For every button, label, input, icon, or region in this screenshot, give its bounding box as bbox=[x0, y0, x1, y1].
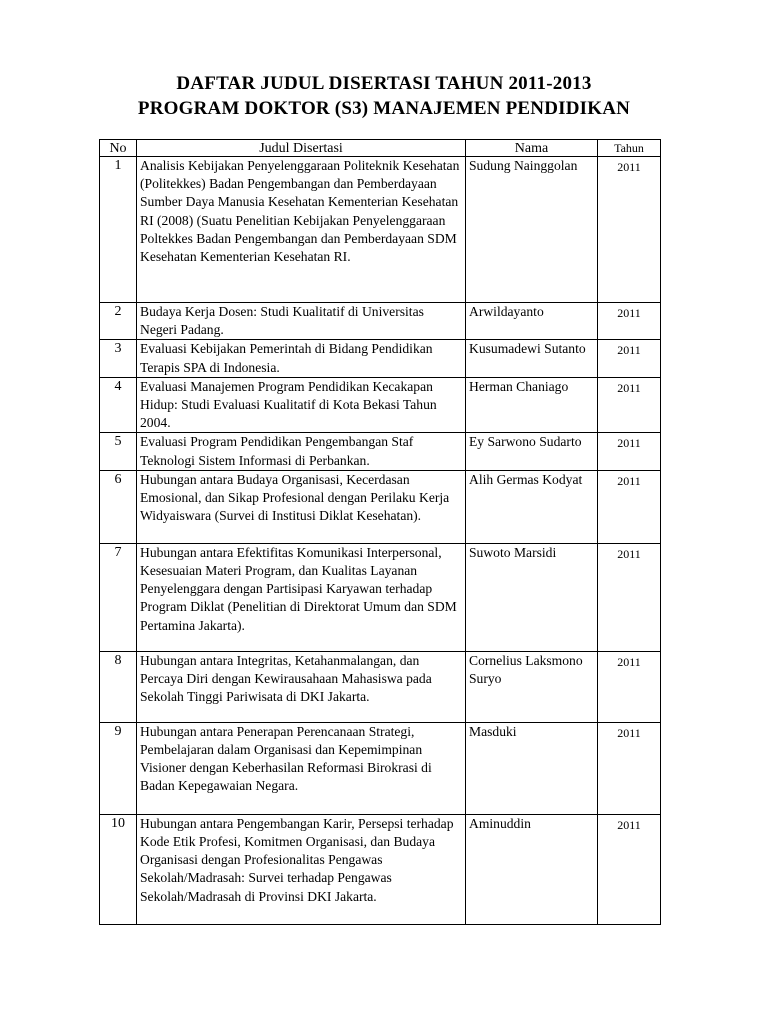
document-title-line-2: PROGRAM DOKTOR (S3) MANAJEMEN PENDIDIKAN bbox=[137, 98, 631, 119]
column-header-judul: Judul Disertasi bbox=[137, 140, 466, 157]
dissertation-title: Hubungan antara Efektifitas Komunikasi Interpersonal, Kesesuaian Materi Program, dan Kualitas Layanan Penyelenggara dengan Partisipasi Karyawan terhadap Program Diklat (Penelitian di Direktorat Umum dan SDM Pertamina Jakarta). bbox=[137, 543, 466, 651]
table-row bbox=[100, 470, 661, 543]
author-name: Suwoto Marsidi bbox=[466, 543, 598, 651]
document-title-line-1: DAFTAR JUDUL DISERTASI TAHUN 2011-2013 bbox=[176, 73, 592, 94]
table-row bbox=[100, 433, 661, 470]
year: 2011 bbox=[598, 814, 661, 924]
table-row bbox=[100, 651, 661, 722]
table-row bbox=[100, 722, 661, 814]
row-number: 2 bbox=[100, 303, 137, 340]
row-number: 7 bbox=[100, 543, 137, 651]
year: 2011 bbox=[598, 340, 661, 377]
author-name: Alih Germas Kodyat bbox=[466, 470, 598, 543]
year: 2011 bbox=[598, 433, 661, 470]
column-header-nama: Nama bbox=[466, 140, 598, 157]
dissertation-title: Hubungan antara Integritas, Ketahanmalangan, dan Percaya Diri dengan Kewirausahaan Mahasiswa pada Sekolah Tinggi Pariwisata di DKI Jakarta. bbox=[137, 651, 466, 722]
dissertation-title: Hubungan antara Budaya Organisasi, Kecerdasan Emosional, dan Sikap Profesional dengan Perilaku Kerja Widyaiswara (Survei di Institusi Diklat Kesehatan). bbox=[137, 470, 466, 543]
dissertation-title: Evaluasi Program Pendidikan Pengembangan Staf Teknologi Sistem Informasi di Perbankan. bbox=[137, 433, 466, 470]
author-name: Kusumadewi Sutanto bbox=[466, 340, 598, 377]
dissertation-title: Hubungan antara Pengembangan Karir, Persepsi terhadap Kode Etik Profesi, Komitmen Organisasi, dan Budaya Organisasi dengan Profesionalitas Pengawas Sekolah/Madrasah: Survei terhadap Pengawas Sekolah/Madrasah di Provinsi DKI Jakarta. bbox=[137, 814, 466, 924]
table-row bbox=[100, 814, 661, 924]
column-header-tahun: Tahun bbox=[598, 140, 661, 157]
dissertation-table bbox=[99, 139, 661, 925]
author-name: Masduki bbox=[466, 722, 598, 814]
row-number: 3 bbox=[100, 340, 137, 377]
table-row bbox=[100, 303, 661, 340]
dissertation-title: Hubungan antara Penerapan Perencanaan Strategi, Pembelajaran dalam Organisasi dan Kepemimpinan Visioner dengan Keberhasilan Reformasi Birokrasi di Badan Kepegawaian Negara. bbox=[137, 722, 466, 814]
row-number: 9 bbox=[100, 722, 137, 814]
author-name: Sudung Nainggolan bbox=[466, 157, 598, 303]
table-row bbox=[100, 157, 661, 303]
year: 2011 bbox=[598, 157, 661, 303]
row-number: 1 bbox=[100, 157, 137, 303]
year: 2011 bbox=[598, 470, 661, 543]
author-name: Herman Chaniago bbox=[466, 377, 598, 433]
author-name: Cornelius Laksmono Suryo bbox=[466, 651, 598, 722]
dissertation-title: Evaluasi Kebijakan Pemerintah di Bidang Pendidikan Terapis SPA di Indonesia. bbox=[137, 340, 466, 377]
author-name: Arwildayanto bbox=[466, 303, 598, 340]
year: 2011 bbox=[598, 722, 661, 814]
column-header-no: No bbox=[100, 140, 137, 157]
table-row bbox=[100, 377, 661, 433]
row-number: 6 bbox=[100, 470, 137, 543]
row-number: 4 bbox=[100, 377, 137, 433]
year: 2011 bbox=[598, 543, 661, 651]
dissertation-title: Analisis Kebijakan Penyelenggaraan Politeknik Kesehatan (Politekkes) Badan Pengembangan dan Pemberdayaan Sumber Daya Manusia Kesehatan Kementerian Kesehatan RI (2008) (Suatu Penelitian Kebijakan Penyelenggaraan Poltekkes Badan Pengembangan dan Pemberdayaan SDM Kesehatan Kementerian Kesehatan RI. bbox=[137, 157, 466, 303]
year: 2011 bbox=[598, 651, 661, 722]
author-name: Ey Sarwono Sudarto bbox=[466, 433, 598, 470]
year: 2011 bbox=[598, 303, 661, 340]
row-number: 5 bbox=[100, 433, 137, 470]
table-header-row bbox=[100, 140, 661, 157]
table-row bbox=[100, 340, 661, 377]
year: 2011 bbox=[598, 377, 661, 433]
author-name: Aminuddin bbox=[466, 814, 598, 924]
dissertation-title: Budaya Kerja Dosen: Studi Kualitatif di Universitas Negeri Padang. bbox=[137, 303, 466, 340]
row-number: 10 bbox=[100, 814, 137, 924]
row-number: 8 bbox=[100, 651, 137, 722]
dissertation-title: Evaluasi Manajemen Program Pendidikan Kecakapan Hidup: Studi Evaluasi Kualitatif di Kota Bekasi Tahun 2004. bbox=[137, 377, 466, 433]
table-row bbox=[100, 543, 661, 651]
